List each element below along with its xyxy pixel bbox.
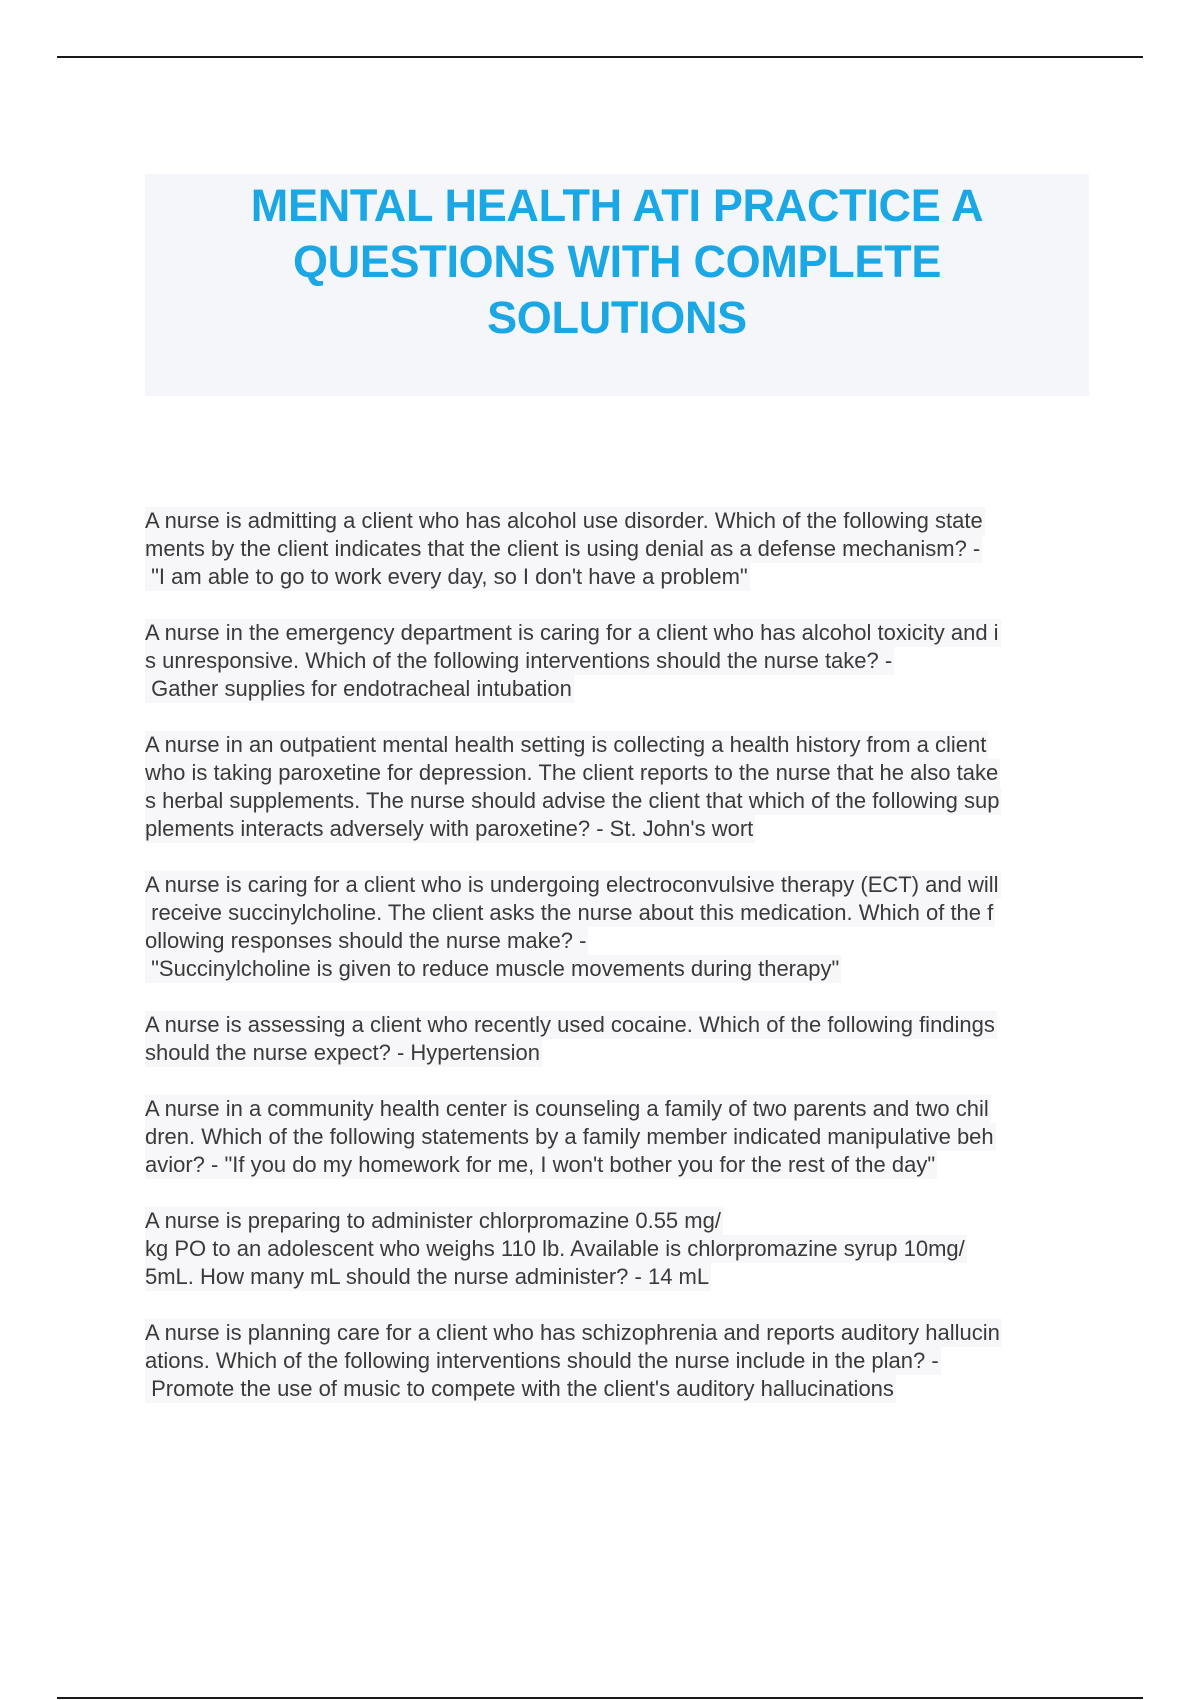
question-line: ments by the client indicates that the client is using denial as a defense mechanism? - — [145, 536, 981, 561]
title-line: SOLUTIONS — [487, 292, 747, 343]
question-item — [145, 871, 1095, 983]
title-banner — [145, 174, 1089, 396]
answer-line: 5mL. How many mL should the nurse administer? - 14 mL — [145, 1264, 710, 1289]
question-line: receive succinylcholine. The client asks the nurse about this medication. Which of the f — [145, 900, 994, 925]
answer-line: Promote the use of music to compete with the client's auditory hallucinations — [145, 1376, 894, 1401]
question-line: s unresponsive. Which of the following interventions should the nurse take? - — [145, 648, 893, 673]
question-line: A nurse is preparing to administer chlorpromazine 0.55 mg/ — [145, 1208, 721, 1233]
header-rule — [57, 56, 1143, 58]
question-line: A nurse in the emergency department is caring for a client who has alcohol toxicity and i — [145, 620, 999, 645]
answer-line: "Succinylcholine is given to reduce muscle movements during therapy" — [145, 956, 840, 981]
title-line: MENTAL HEALTH ATI PRACTICE A — [250, 180, 984, 231]
question-line: ations. Which of the following interventions should the nurse include in the plan? - — [145, 1348, 939, 1373]
footer-rule — [57, 1697, 1143, 1699]
question-line: A nurse in an outpatient mental health setting is collecting a health history from a client — [145, 732, 987, 757]
question-line: A nurse in a community health center is counseling a family of two parents and two chil — [145, 1096, 989, 1121]
question-list — [145, 507, 1095, 1431]
answer-line: Gather supplies for endotracheal intubation — [145, 676, 572, 701]
question-item — [145, 731, 1095, 843]
question-item — [145, 1207, 1095, 1291]
question-line: A nurse is assessing a client who recently used cocaine. Which of the following findings — [145, 1012, 995, 1037]
question-line: A nurse is caring for a client who is undergoing electroconvulsive therapy (ECT) and will — [145, 872, 999, 897]
title-line: QUESTIONS WITH COMPLETE — [292, 236, 942, 287]
document-title — [145, 178, 1089, 346]
question-line: A nurse is admitting a client who has alcohol use disorder. Which of the following state — [145, 508, 983, 533]
question-line: ollowing responses should the nurse make? - — [145, 928, 587, 953]
question-line: A nurse is planning care for a client who has schizophrenia and reports auditory hallucin — [145, 1320, 1000, 1345]
question-item — [145, 1095, 1095, 1179]
answer-line: "I am able to go to work every day, so I don't have a problem" — [145, 564, 748, 589]
question-item — [145, 619, 1095, 703]
answer-line: plements interacts adversely with paroxetine? - St. John's wort — [145, 816, 754, 841]
question-line: kg PO to an adolescent who weighs 110 lb. Available is chlorpromazine syrup 10mg/ — [145, 1236, 965, 1261]
question-line: s herbal supplements. The nurse should advise the client that which of the following sup — [145, 788, 1000, 813]
question-item — [145, 1011, 1095, 1067]
question-item — [145, 1319, 1095, 1403]
answer-line: avior? - "If you do my homework for me, I won't bother you for the rest of the day" — [145, 1152, 936, 1177]
question-line: dren. Which of the following statements by a family member indicated manipulative beh — [145, 1124, 994, 1149]
question-item — [145, 507, 1095, 591]
answer-line: should the nurse expect? - Hypertension — [145, 1040, 541, 1065]
question-line: who is taking paroxetine for depression. The client reports to the nurse that he also take — [145, 760, 999, 785]
